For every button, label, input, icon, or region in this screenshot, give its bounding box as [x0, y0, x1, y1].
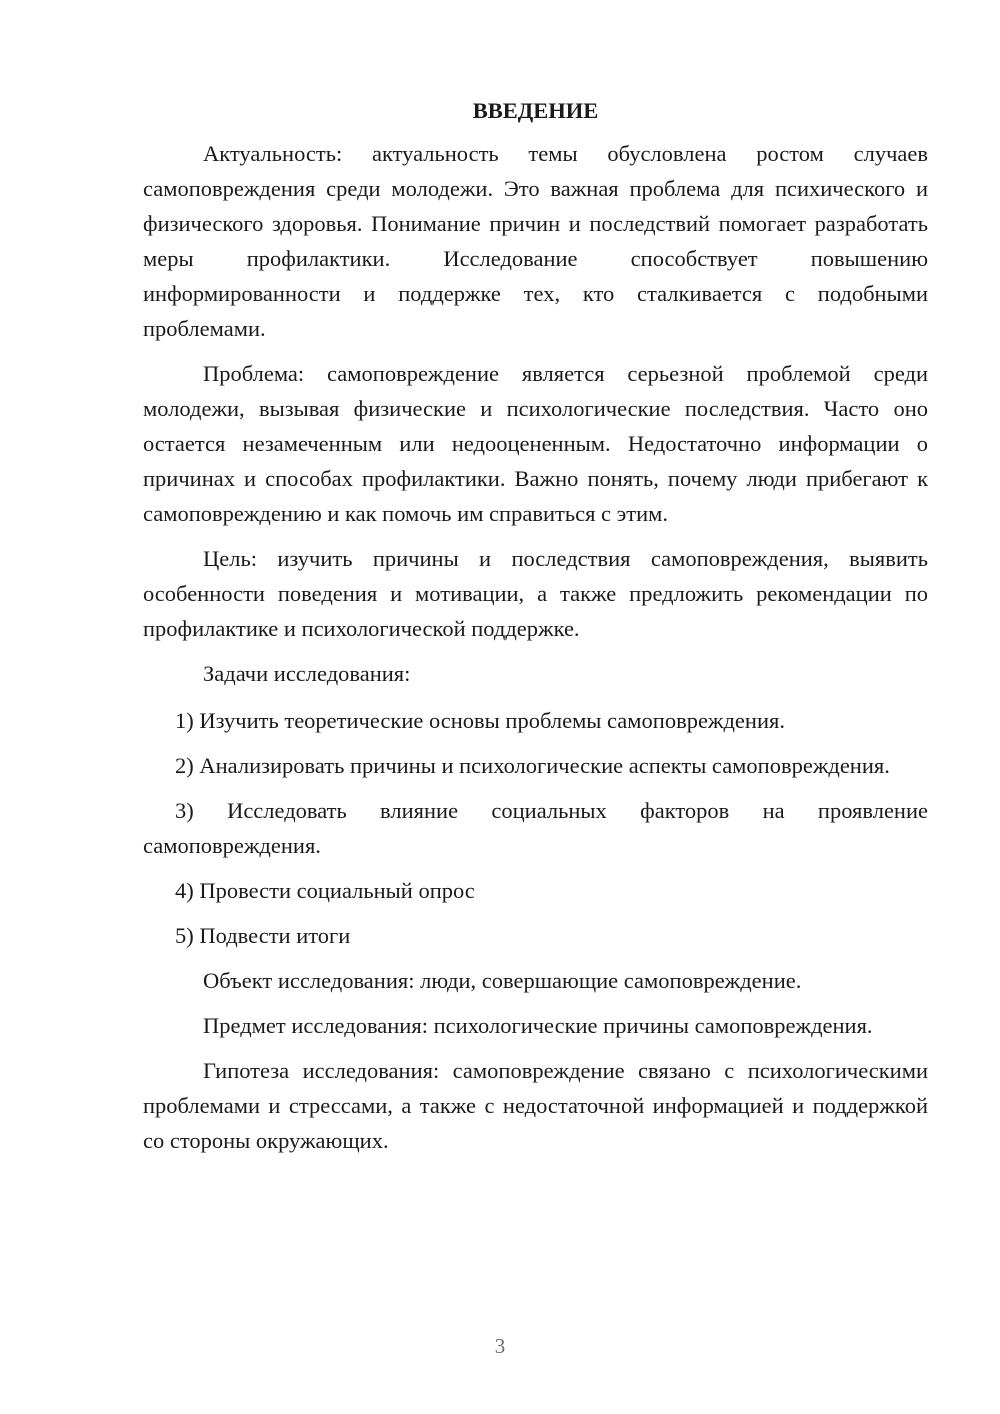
task-item-2: 2) Анализировать причины и психологические аспекты самоповреждения.: [175, 753, 890, 778]
relevance-paragraph: Актуальность: актуальность темы обусловлена ростом случаев самоповреждения среди молодежи. Это важная проблема для психического и физического здоровья. Понимание причин и последствий помогает разработать меры профилактики. Исследование способствует повышению информированности и поддержке тех, кто сталкивается с подобными проблемами.: [143, 141, 928, 341]
task-item-5: 5) Подвести итоги: [175, 923, 351, 948]
section-title: ВВЕДЕНИЕ: [472, 98, 599, 123]
page-number: 3: [494, 1334, 506, 1358]
hypothesis-paragraph: Гипотеза исследования: самоповреждение связано с психологическими проблемами и стрессами, а также с недостаточной информацией и поддержкой со стороны окружающих.: [143, 1058, 928, 1153]
task-item-1: 1) Изучить теоретические основы проблемы самоповреждения.: [175, 708, 785, 733]
goal-paragraph: Цель: изучить причины и последствия самоповреждения, выявить особенности поведения и мотивации, а также предложить рекомендации по профилактике и психологической поддержке.: [143, 546, 928, 641]
task-item-4: 4) Провести социальный опрос: [175, 878, 475, 903]
subject-paragraph: Предмет исследования: психологические причины самоповреждения.: [203, 1013, 873, 1038]
object-paragraph: Объект исследования: люди, совершающие самоповреждение.: [203, 968, 802, 993]
task-item-3: 3) Исследовать влияние социальных факторов на проявление самоповреждения.: [143, 798, 928, 858]
problem-paragraph: Проблема: самоповреждение является серьезной проблемой среди молодежи, вызывая физические и психологические последствия. Часто оно остается незамеченным или недооцененным. Недостаточно информации о причинах и способах профилактики. Важно понять, почему люди прибегают к самоповреждению и как помочь им справиться с этим.: [143, 361, 928, 526]
document-body: [143, 94, 928, 1158]
tasks-heading: Задачи исследования:: [203, 661, 411, 686]
